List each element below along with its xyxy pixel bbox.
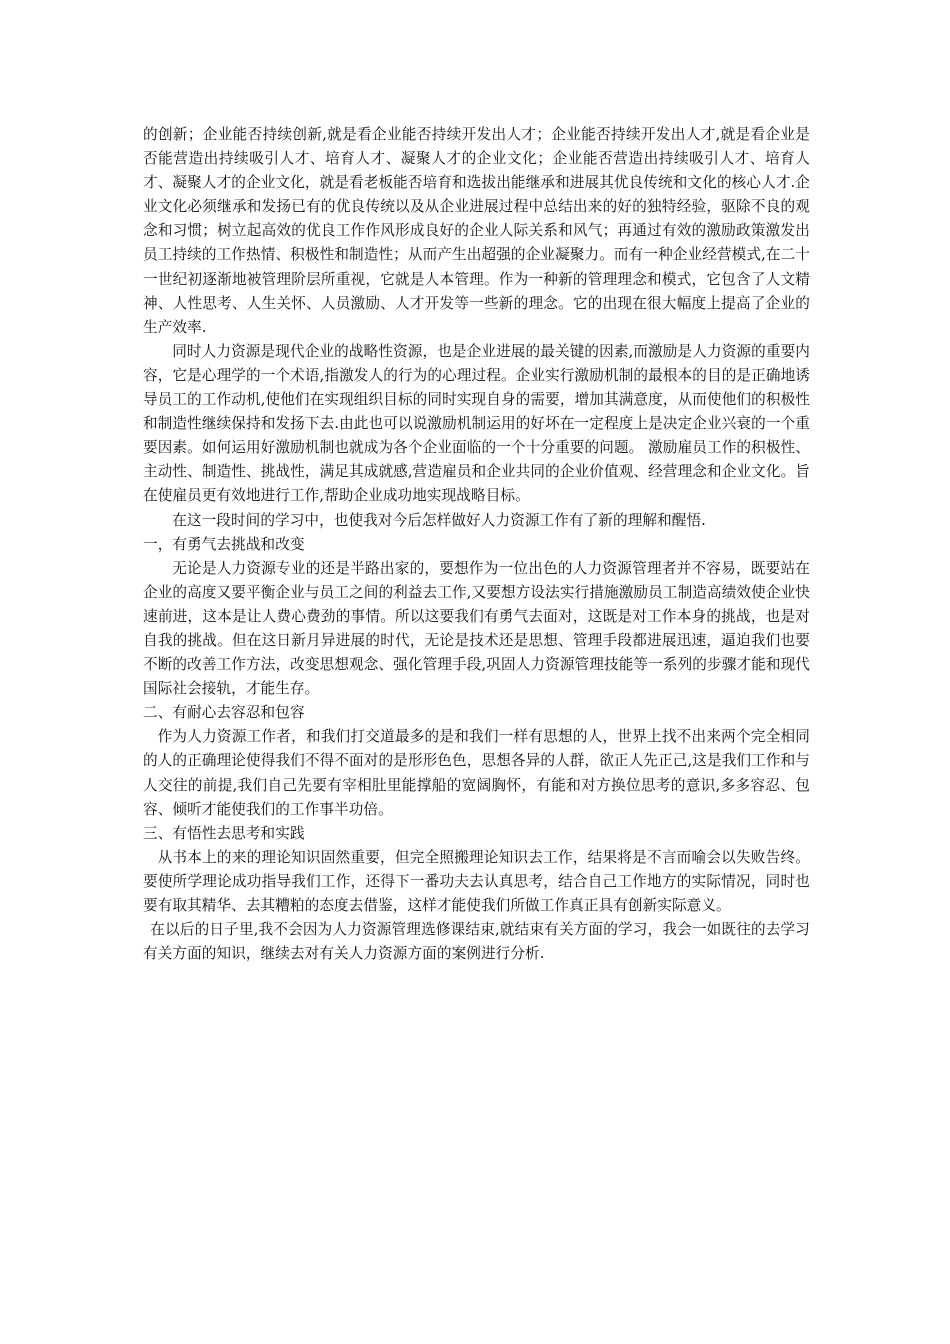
paragraph-enterprise-culture: 的创新；企业能否持续创新,就是看企业能否持续开发出人才；企业能否持续开发出人才,就是看企业是否能营造出持续吸引人才、培育人才、凝聚人才的企业文化；企业能否营造出持续吸引人才、培育人才、凝聚人才的企业文化，就是看老板能否培育和选拔出能继承和进展其优良传统和文化的核心人才.企业文化必须继承和发扬已有的优良传统以及从企业进展过程中总结出来的好的独特经验，驱除不良的观念和习惯；树立起高效的优良工作作风形成良好的企业人际关系和风气；再通过有效的激励政策激发出员工持续的工作热情、积极性和制造性；从而产生出超强的企业凝聚力。而有一种企业经营模式,在二十一世纪初逐渐地被管理阶层所重视，它就是人本管理。作为一种新的管理理念和模式，它包含了人文精神、人性思考、人生关怀、人员激励、人才开发等一些新的理念。它的出现在很大幅度上提高了企业的生产效率.	[143, 126, 810, 336]
heading-patience: 二、有耐心去容忍和包容	[143, 704, 305, 722]
paragraph-patience: 作为人力资源工作者，和我们打交道最多的是和我们一样有思想的人，世界上找不出来两个完全相同的人的正确理论使得我们不得不面对的是形形色色，思想各异的人群，欲正人先正己,这是我们工作和与人交往的前提,我们自己先要有宰相肚里能撑船的宽阔胸怀，有能和对方换位思考的意识,多多容忍、包容、倾听才能使我们的工作事半功倍。	[143, 728, 810, 818]
paragraph-insight: 从书本上的来的理论知识固然重要，但完全照搬理论知识去工作，结果将是不言而喻会以失败告终。要使所学理论成功指导我们工作，还得下一番功夫去认真思考，结合自己工作地方的实际情况，同时也要有取其精华、去其糟粕的态度去借鉴，这样才能使我们所做工作真正具有创新实际意义。	[143, 848, 810, 914]
heading-insight: 三、有悟性去思考和实践	[143, 824, 305, 842]
heading-courage: 一，有勇气去挑战和改变	[143, 535, 305, 553]
paragraph-motivation: 同时人力资源是现代企业的战略性资源，也是企业进展的最关键的因素,而激励是人力资源的重要内容，它是心理学的一个术语,指激发人的行为的心理过程。企业实行激励机制的最根本的目的是正确地诱导员工的工作动机,使他们在实现组织目标的同时实现自身的需要，增加其满意度，从而使他们的积极性和制造性继续保持和发扬下去.由此也可以说激励机制运用的好坏在一定程度上是决定企业兴衰的一个重要因素。如何运用好激励机制也就成为各个企业面临的一个十分重要的问题。 激励雇员工作的积极性、主动性、制造性、挑战性，满足其成就感,营造雇员和企业共同的企业价值观、经营理念和企业文化。旨在使雇员更有效地进行工作,帮助企业成功地实现战略目标。	[143, 342, 810, 505]
paragraph-learning-reflection: 在这一段时间的学习中，也使我对今后怎样做好人力资源工作有了新的理解和醒悟.	[172, 511, 706, 529]
paragraph-courage: 无论是人力资源专业的还是半路出家的，要想作为一位出色的人力资源管理者并不容易，既要站在企业的高度又要平衡企业与员工之间的利益去工作,又要想方设法实行措施激励员工制造高绩效使企业快速前进，这本是让人费心费劲的事情。所以这要我们有勇气去面对，这既是对工作本身的挑战，也是对自我的挑战。但在这日新月异进展的时代，无论是技术还是思想、管理手段都进展迅速，逼迫我们也要不断的改善工作方法，改变思想观念、强化管理手段,巩固人力资源管理技能等一系列的步骤才能和现代国际社会接轨，才能生存。	[143, 559, 810, 698]
document-body	[143, 123, 810, 966]
paragraph-closing: 在以后的日子里,我不会因为人力资源管理选修课结束,就结束有关方面的学习，我会一如既往的去学习有关方面的知识，继续去对有关人力资源方面的案例进行分析.	[143, 921, 810, 963]
